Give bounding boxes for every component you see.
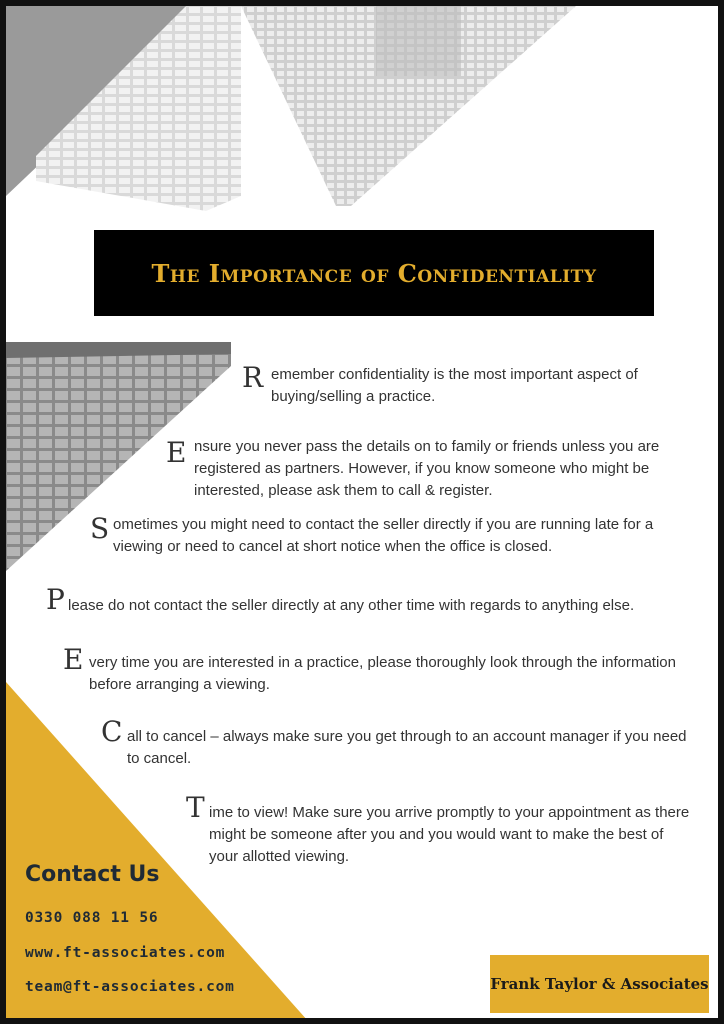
drop-cap: C	[101, 715, 123, 748]
contact-email[interactable]: team@ft-associates.com	[25, 979, 235, 995]
item-text: emember confidentiality is the most important aspect of buying/selling a practice.	[271, 366, 638, 405]
item-text: lease do not contact the seller directly at any other time with regards to anything else.	[68, 597, 635, 614]
drop-cap: T	[186, 791, 205, 824]
contact-website[interactable]: www.ft-associates.com	[25, 945, 226, 961]
contact-accent-triangle	[6, 682, 316, 1024]
drop-cap: S	[90, 512, 110, 545]
item-text: ime to view! Make sure you arrive promptly to your appointment as there might be someone after you and you would want to make the best of your allotted viewing.	[209, 804, 690, 865]
list-item	[242, 361, 682, 408]
brand-name: Frank Taylor & Associates	[490, 975, 709, 993]
drop-cap: R	[242, 361, 264, 394]
brand-badge	[490, 955, 709, 1013]
page-title: The Importance of Confidentiality	[151, 258, 597, 288]
list-item	[90, 514, 710, 558]
contact-phone[interactable]: 0330 088 11 56	[25, 910, 159, 926]
drop-cap: E	[166, 436, 187, 469]
list-item	[46, 583, 716, 617]
item-text: ometimes you might need to contact the seller directly if you are running late for a viewing or need to cancel at short notice when the office is closed.	[113, 516, 654, 555]
item-text: all to cancel – always make sure you get through to an account manager if you need to cancel.	[127, 728, 687, 767]
contact-heading: Contact Us	[25, 862, 160, 887]
title-banner	[94, 230, 654, 316]
drop-cap: P	[46, 583, 65, 616]
list-item	[166, 436, 706, 502]
item-text: very time you are interested in a practice, please thoroughly look through the information before arranging a viewing.	[89, 654, 676, 693]
drop-cap: E	[63, 643, 84, 676]
item-text: nsure you never pass the details on to family or friends unless you are registered as partners. However, if you know someone who might be interested, please ask them to call & register.	[194, 438, 660, 499]
